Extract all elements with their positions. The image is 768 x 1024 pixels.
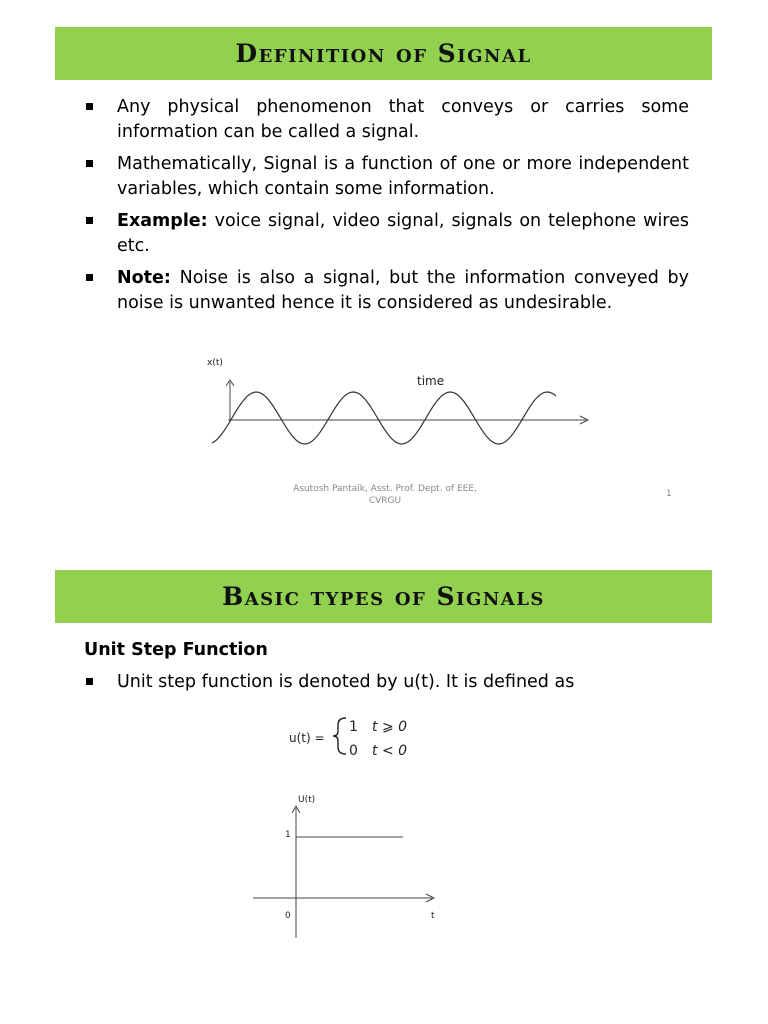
equation-brace [333, 718, 346, 754]
case-1-value: 1 [349, 719, 358, 735]
bullet-label: Note: [117, 268, 171, 288]
case-2-condition: t < 0 [372, 743, 408, 759]
slide-1-title: Definition of Signal [235, 39, 532, 68]
section-subheading: Unit Step Function [84, 640, 268, 660]
footer-author: Asutosh Pantaik, Asst. Prof. Dept. of EEE, [293, 484, 477, 494]
signal-y-axis-label: x(t) [207, 358, 223, 368]
equation-lhs: u(t) = [289, 731, 325, 745]
bullet-text: voice signal, video signal, signals on telephone wires etc. [117, 211, 689, 256]
origin-label: 0 [285, 911, 291, 921]
unit-step-graph [253, 795, 435, 938]
footer-institution: CVRGU [368, 496, 402, 506]
signal-x-axis-label: time [417, 374, 445, 388]
bullet-text: Mathematically, Signal is a function of one or more independent variables, which contain some information. [117, 154, 689, 199]
level-tick-label: 1 [285, 830, 291, 840]
graph-y-axis-label: U(t) [298, 795, 316, 805]
bullet-text: Any physical phenomenon that conveys or carries some information can be called a signal. [117, 97, 689, 142]
bullet-text: Unit step function is denoted by u(t). It is defined as [117, 672, 575, 692]
bullet-label: Example: [117, 211, 208, 231]
page-number: 1 [666, 489, 672, 499]
slide-2-title: Basic types of Signals [222, 582, 545, 611]
bullet-text: Noise is also a signal, but the information conveyed by noise is unwanted hence it is considered as undesirable. [117, 268, 689, 313]
graph-x-axis-label: t [431, 911, 435, 921]
case-2-value: 0 [349, 743, 358, 759]
case-1-condition: t ⩾ 0 [372, 719, 408, 735]
